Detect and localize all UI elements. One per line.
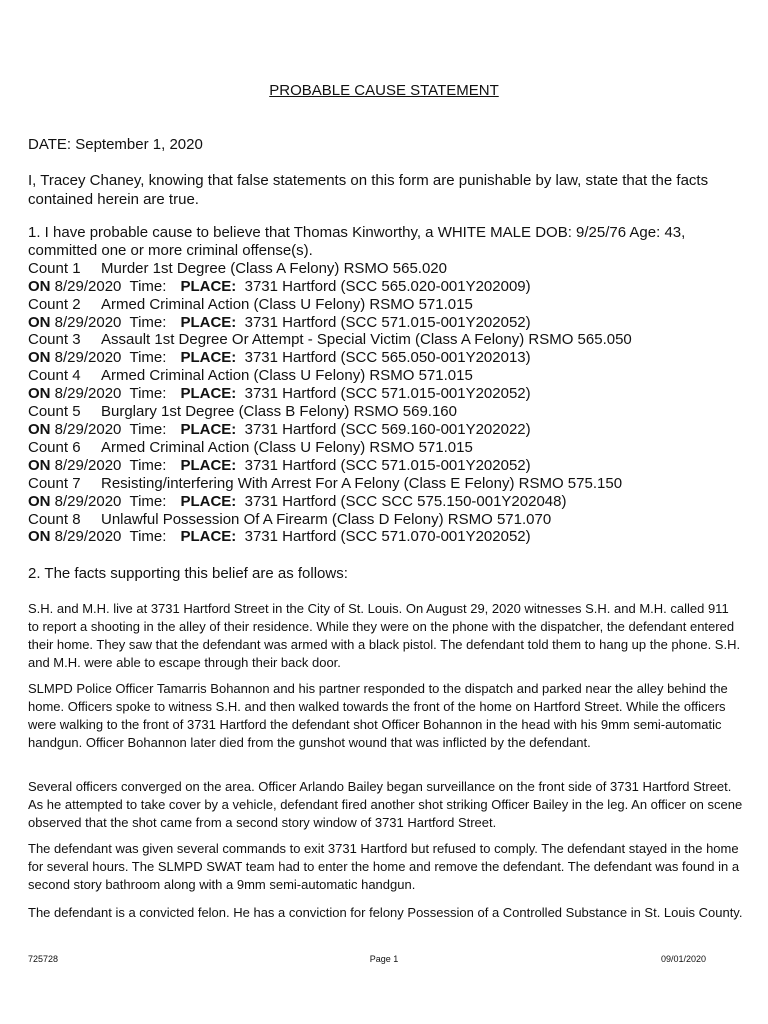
- place-label: PLACE:: [180, 492, 237, 510]
- count-detail-line: [28, 528, 740, 546]
- count-offense: Armed Criminal Action (Class U Felony) RSMO 571.015: [101, 438, 473, 456]
- intro-statement: I, Tracey Chaney, knowing that false statements on this form are punishable by law, state that the facts contained herein are true.: [28, 172, 709, 208]
- count-line: [28, 367, 740, 385]
- count-offense: Unlawful Possession Of A Firearm (Class D Felony) RSMO 571.070: [101, 510, 552, 528]
- count-offense: Armed Criminal Action (Class U Felony) RSMO 571.015: [101, 295, 473, 313]
- count-label: Count 7: [28, 474, 81, 492]
- count-line: [28, 439, 740, 457]
- count-offense: Armed Criminal Action (Class U Felony) RSMO 571.015: [101, 367, 473, 385]
- count-place: 3731 Hartford (SCC 571.070-001Y202052): [244, 528, 531, 546]
- footer-page-number: Page 1: [369, 954, 399, 964]
- count-line: [28, 475, 740, 493]
- count-label: Count 5: [28, 403, 81, 421]
- count-line: [28, 403, 740, 421]
- time-label: Time:: [129, 420, 167, 438]
- count-line: [28, 511, 740, 529]
- count-date: 8/29/2020: [54, 349, 122, 367]
- facts-heading: 2. The facts supporting this belief are as follows:: [28, 565, 348, 582]
- count-place: 3731 Hartford (SCC 571.015-001Y202052): [244, 313, 531, 331]
- count-date: 8/29/2020: [54, 492, 122, 510]
- count-place: 3731 Hartford (SCC SCC 575.150-001Y202048): [244, 492, 567, 510]
- count-detail-line: [28, 385, 740, 403]
- count-place: 3731 Hartford (SCC 571.015-001Y202052): [244, 456, 531, 474]
- time-label: Time:: [129, 385, 167, 403]
- on-label: ON: [28, 492, 51, 510]
- count-label: Count 1: [28, 259, 81, 277]
- count-offense: Murder 1st Degree (Class A Felony) RSMO 565.020: [101, 259, 447, 277]
- count-date: 8/29/2020: [54, 528, 122, 546]
- time-label: Time:: [129, 277, 167, 295]
- time-label: Time:: [129, 349, 167, 367]
- place-label: PLACE:: [180, 528, 237, 546]
- place-label: PLACE:: [180, 349, 237, 367]
- count-offense: Resisting/interfering With Arrest For A Felony (Class E Felony) RSMO 575.150: [101, 474, 623, 492]
- on-label: ON: [28, 313, 51, 331]
- place-label: PLACE:: [180, 456, 237, 474]
- count-detail-line: [28, 421, 740, 439]
- count-date: 8/29/2020: [54, 313, 122, 331]
- on-label: ON: [28, 277, 51, 295]
- count-line: [28, 296, 740, 314]
- count-place: 3731 Hartford (SCC 569.160-001Y202022): [244, 420, 531, 438]
- count-label: Count 6: [28, 438, 81, 456]
- count-place: 3731 Hartford (SCC 565.020-001Y202009): [244, 277, 531, 295]
- count-line: [28, 260, 740, 278]
- time-label: Time:: [129, 313, 167, 331]
- count-label: Count 2: [28, 295, 81, 313]
- count-offense: Burglary 1st Degree (Class B Felony) RSMO 569.160: [101, 403, 457, 421]
- facts-paragraph: The defendant was given several commands to exit 3731 Hartford but refused to comply. The defendant stayed in the home for several hours. The SLMPD SWAT team had to enter the home and remove the defendant. The defendant was found in a second story bathroom along with a 9mm semi-automatic handgun.: [28, 841, 740, 893]
- count-detail-line: [28, 457, 740, 475]
- count-date: 8/29/2020: [54, 420, 122, 438]
- count-offense: Assault 1st Degree Or Attempt - Special Victim (Class A Felony) RSMO 565.050: [101, 331, 632, 349]
- charges-section: [28, 224, 740, 546]
- place-label: PLACE:: [180, 313, 237, 331]
- count-date: 8/29/2020: [54, 277, 122, 295]
- place-label: PLACE:: [180, 277, 237, 295]
- on-label: ON: [28, 349, 51, 367]
- on-label: ON: [28, 385, 51, 403]
- footer-doc-id: 725728: [28, 954, 59, 964]
- document-title: PROBABLE CAUSE STATEMENT: [269, 82, 499, 99]
- on-label: ON: [28, 456, 51, 474]
- facts-paragraph: Several officers converged on the area. Officer Arlando Bailey began surveillance on the front side of 3731 Hartford Street. As he attempted to take cover by a vehicle, defendant fired another shot striking Officer Bailey in the leg. An officer on scene observed that the shot came from a second story window of 3731 Hartford Street.: [28, 779, 743, 831]
- count-detail-line: [28, 349, 740, 367]
- count-detail-line: [28, 278, 740, 296]
- facts-paragraph: SLMPD Police Officer Tamarris Bohannon and his partner responded to the dispatch and parked near the alley behind the home. Officers spoke to witness S.H. and then walked towards the front of the home on Hartford Street. While the officers were walking to the front of 3731 Hartford the defendant shot Officer Bohannon in the head with his 9mm semi-automatic handgun. Officer Bohannon later died from the gunshot wound that was inflicted by the defendant.: [28, 681, 728, 751]
- count-date: 8/29/2020: [54, 456, 122, 474]
- place-label: PLACE:: [180, 420, 237, 438]
- count-place: 3731 Hartford (SCC 565.050-001Y202013): [244, 349, 531, 367]
- footer-date: 09/01/2020: [660, 954, 706, 964]
- on-label: ON: [28, 420, 51, 438]
- count-detail-line: [28, 314, 740, 332]
- count-label: Count 3: [28, 331, 81, 349]
- time-label: Time:: [129, 456, 167, 474]
- count-line: [28, 331, 740, 349]
- place-label: PLACE:: [180, 385, 237, 403]
- count-place: 3731 Hartford (SCC 571.015-001Y202052): [244, 385, 531, 403]
- count-date: 8/29/2020: [54, 385, 122, 403]
- date-line: DATE: September 1, 2020: [28, 136, 203, 153]
- charges-intro: 1. I have probable cause to believe that Thomas Kinworthy, a WHITE MALE DOB: 9/25/76 Age: 43, committed one or more criminal offense(s).: [28, 224, 686, 259]
- facts-paragraph: S.H. and M.H. live at 3731 Hartford Street in the City of St. Louis. On August 29, 2020 witnesses S.H. and M.H. called 911 to report a shooting in the alley of their residence. While they were on the phone with the dispatcher, the defendant entered their home. They saw that the defendant was armed with a black pistol. The defendant told them to hang up the phone. S.H. and M.H. were able to escape through their back door.: [28, 601, 741, 671]
- count-label: Count 8: [28, 510, 81, 528]
- on-label: ON: [28, 528, 51, 546]
- count-label: Count 4: [28, 367, 81, 385]
- time-label: Time:: [129, 492, 167, 510]
- facts-paragraph: The defendant is a convicted felon. He has a conviction for felony Possession of a Controlled Substance in St. Louis County.: [28, 905, 743, 920]
- count-detail-line: [28, 493, 740, 511]
- time-label: Time:: [129, 528, 167, 546]
